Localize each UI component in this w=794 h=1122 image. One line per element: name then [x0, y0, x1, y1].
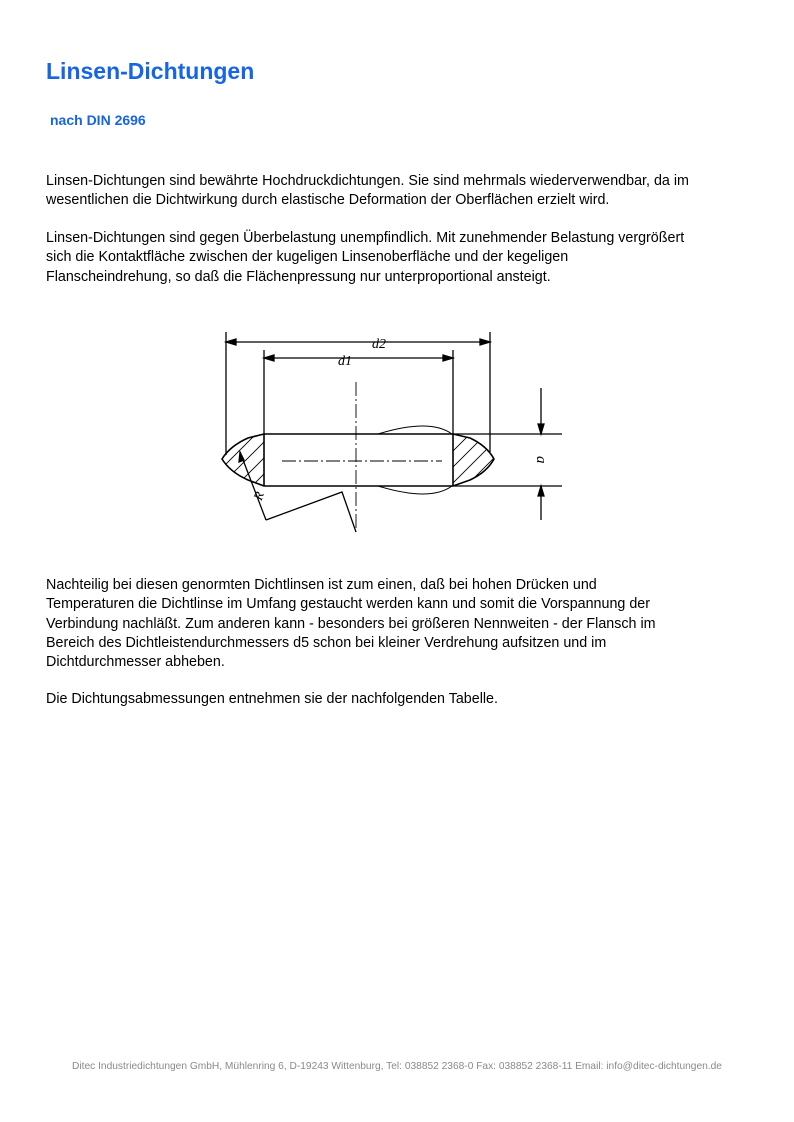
arrow-d2-left	[226, 339, 236, 345]
paragraph-line: Verbindung nachläßt. Zum anderen kann - besonders bei größeren Nennweiten - der Flansch im	[46, 615, 656, 632]
paragraph-line: Linsen-Dichtungen sind bewährte Hochdruckdichtungen. Sie sind mehrmals wiederverwendbar, da im	[46, 173, 689, 189]
page-subtitle: nach DIN 2696	[50, 112, 146, 128]
page-title: Linsen-Dichtungen	[46, 58, 255, 84]
break-line	[266, 492, 356, 532]
paragraph-line: Flanscheindrehung, so daß die Flächenpressung nur unterproportional ansteigt.	[46, 268, 551, 285]
label-d2: d2	[372, 337, 386, 352]
radius-arrow	[239, 452, 244, 462]
paragraph-line: Bereich des Dichtleistendurchmessers d5 schon bei kleiner Verdrehung aufsitzen und im	[46, 634, 607, 651]
paragraph-line: Dichtdurchmesser abheben.	[46, 654, 225, 671]
paragraph-disadvantages	[46, 576, 756, 672]
page-footer: Ditec Industriedichtungen GmbH, Mühlenring 6, D-19243 Wittenburg, Tel: 038852 2368-0 Fax: 038852 2368-11 Email: info@ditec-dichtungen.de	[72, 1061, 722, 1072]
paragraph-line: Die Dichtungsabmessungen entnehmen sie der nachfolgenden Tabelle.	[46, 691, 498, 707]
paragraph-line: Nachteilig bei diesen genormten Dichtlinsen ist zum einen, daß bei hohen Drücken und	[46, 577, 597, 593]
paragraph-line: wesentlichen die Dichtwirkung durch elastische Deformation der Oberflächen erzielt wird.	[46, 192, 610, 209]
label-d1: d1	[338, 354, 352, 369]
paragraph-line: sich die Kontaktfläche zwischen der kugeligen Linsenoberfläche und der kegeligen	[46, 249, 569, 266]
arrow-a-bottom	[538, 486, 544, 496]
paragraph-table-note	[46, 690, 756, 709]
label-a: a	[533, 456, 549, 464]
arrow-a-top	[538, 424, 544, 434]
paragraph-line: Linsen-Dichtungen sind gegen Überbelastung unempfindlich. Mit zunehmender Belastung vergrößert	[46, 230, 685, 246]
arrow-d2-right	[480, 339, 490, 345]
arrow-d1-right	[443, 355, 453, 361]
arrow-d1-left	[264, 355, 274, 361]
label-r: R	[250, 489, 267, 503]
lens-bottom-curve	[378, 486, 452, 494]
paragraph-line: Temperaturen die Dichtlinse im Umfang gestaucht werden kann und somit die Vorspannung der	[46, 596, 650, 613]
section-hatch-right	[424, 412, 524, 512]
lens-top-curve	[378, 426, 452, 434]
